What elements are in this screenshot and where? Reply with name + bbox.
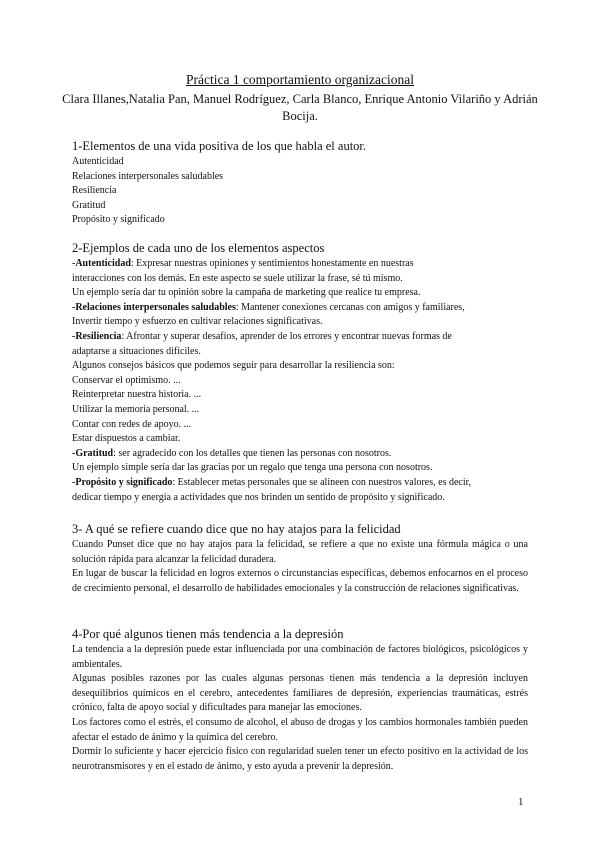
list-item: Estar dispuestos a cambiar. <box>72 433 181 445</box>
list-item: Resiliencia <box>72 185 117 197</box>
list-item: Contar con redes de apoyo. ... <box>72 418 192 430</box>
term-text: : Expresar nuestras opiniones y sentimientos honestamente en nuestras <box>130 258 414 269</box>
section-1 <box>72 138 528 228</box>
term-text: : Afrontar y superar desafíos, aprender de los errores y encontrar nuevas formas de <box>121 330 452 342</box>
list-item: Conservar el optimismo. ... <box>72 374 181 386</box>
paragraph-line: Un ejemplo sería dar tu opinión sobre la campaña de marketing que realice tu empresa. <box>72 287 421 299</box>
section-2 <box>72 240 528 505</box>
paragraph: Dormir lo suficiente y hacer ejercicio físico con regularidad suelen tener un efecto positivo en la actividad de los neurotransmisores y en el estado de ánimo, y esto ayuda a prevenir la depresión. <box>72 746 528 772</box>
term-label: -Resiliencia <box>72 330 122 342</box>
term-label: -Gratitud <box>72 447 114 459</box>
paragraph-line <box>72 447 528 462</box>
section-1-heading: 1-Elementos de una vida positiva de los que habla el autor. <box>72 139 367 153</box>
list-item: Autenticidad <box>72 156 124 167</box>
list-item: Propósito y significado <box>72 214 165 226</box>
section-4 <box>72 626 528 774</box>
page-number: 1 <box>518 796 524 808</box>
paragraph-line <box>72 257 528 272</box>
paragraph-line <box>72 476 528 491</box>
list-item: Gratitud <box>72 199 106 211</box>
paragraph: Algunas posibles razones por las cuales algunas personas tienen más tendencia a la depresión incluyen desequilibrios químicos en el cerebro, antecedentes familiares de depresión, experiencias traumáticas, estrés crónico, falta de apoyo social y dificultades para manejar las emociones. <box>72 673 528 714</box>
term-text: : Establecer metas personales que se alineen con nuestros valores, es decir, <box>172 476 472 488</box>
section-2-heading: 2-Ejemplos de cada uno de los elementos aspectos <box>72 241 325 255</box>
authors-line: Clara Illanes,Natalia Pan, Manuel Rodríguez, Carla Blanco, Enrique Antonio Vilariño y Adrián Bocija. <box>62 92 538 123</box>
term-label: -Autenticidad <box>72 258 131 269</box>
list-item: Utilizar la memoria personal. ... <box>72 403 200 415</box>
section-3-heading: 3- A qué se refiere cuando dice que no hay atajos para la felicidad <box>72 522 401 536</box>
paragraph-line: Un ejemplo simple sería dar las gracias por un regalo que tenga una persona con nosotros. <box>72 462 433 474</box>
paragraph-line: interacciones con los demás. En este aspecto se suele utilizar la frase, sé tú mismo. <box>72 272 403 284</box>
list-item: Reinterpretar nuestra historia. ... <box>72 389 202 401</box>
paragraph-line <box>72 301 528 316</box>
paragraph: Los factores como el estrés, el consumo de alcohol, el abuso de drogas y los cambios hormonales también pueden afectar el estado de ánimo y la química del cerebro. <box>72 716 528 743</box>
term-text: : Mantener conexiones cercanas con amigos y familiares, <box>235 301 465 313</box>
paragraph-line: Algunos consejos básicos que podemos seguir para desarrollar la resiliencia son: <box>72 360 395 372</box>
paragraph: La tendencia a la depresión puede estar influenciada por una combinación de factores biológicos, psicológicos y ambientales. <box>72 644 528 670</box>
paragraph-line: dedicar tiempo y energía a actividades que nos brinden un sentido de propósito y significado. <box>72 491 445 503</box>
section-4-heading: 4-Por qué algunos tienen más tendencia a la depresión <box>72 627 344 641</box>
term-label: -Propósito y significado <box>72 476 173 488</box>
paragraph: Cuando Punset dice que no hay atajos para la felicidad, se refiere a que no existe una fórmula mágica o una solución rápida para alcanzar la felicidad duradera. <box>72 539 528 565</box>
section-3 <box>72 521 528 596</box>
term-text: : ser agradecido con los detalles que tienen las personas con nosotros. <box>113 447 392 459</box>
paragraph-line: Invertir tiempo y esfuerzo en cultivar relaciones significativas. <box>72 316 323 328</box>
paragraph-line <box>72 330 528 345</box>
paragraph: En lugar de buscar la felicidad en logros externos o circunstancias específicas, debemos enfocarnos en el proceso de crecimiento personal, el desarrollo de habilidades emocionales y la construcción de relaciones significativas. <box>72 568 528 594</box>
list-item: Relaciones interpersonales saludables <box>72 170 224 182</box>
paragraph-line: adaptarse a situaciones difíciles. <box>72 345 201 357</box>
term-label: -Relaciones interpersonales saludables <box>72 301 236 313</box>
document-title: Práctica 1 comportamiento organizacional <box>185 72 415 87</box>
